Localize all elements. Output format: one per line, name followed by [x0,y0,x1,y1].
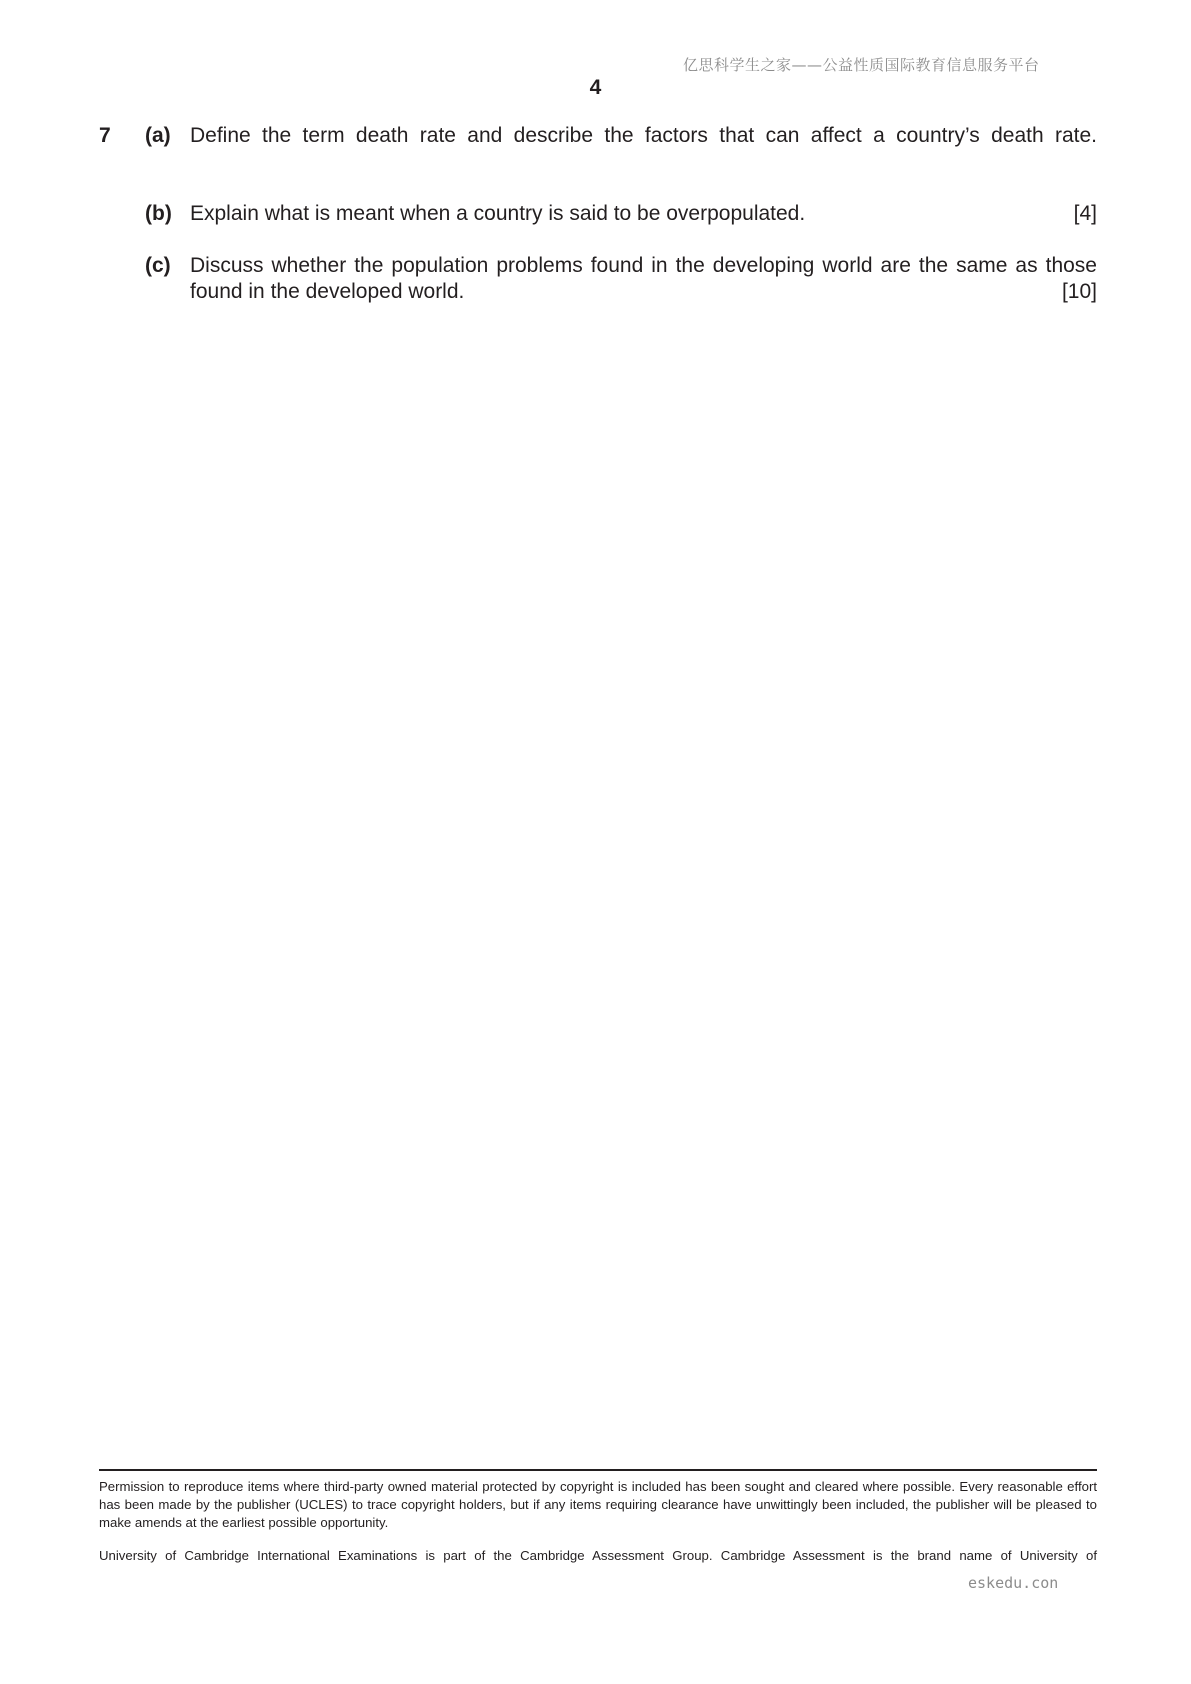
part-text-c: Discuss whether the population problems found in the developing world are the same as those found in the developed world. [190,254,1097,303]
marks-b: [4] [1073,202,1097,225]
page-number: 4 [589,76,602,99]
header-watermark: 亿思科学生之家——公益性质国际教育信息服务平台 [683,56,1040,74]
part-text-b: Explain what is meant when a country is said to be overpopulated. [190,202,806,225]
part-label-a: (a) [145,124,171,147]
part-label-c: (c) [145,254,171,277]
footer-divider [99,1469,1097,1471]
footer-watermark: eskedu.con [968,1574,1059,1592]
marks-c: [10] [1061,280,1097,303]
footer-permission-notice: Permission to reproduce items where third-party owned material protected by copyright is included has been sought and cleared where possible. Every reasonable effort has been made by the publisher (UCLES) to trace copyright holders, but if any items requiring clearance have unwittingly been included, the publisher will be pleased to make amends at the earliest possible opportunity. [99,1479,1097,1530]
question-number: 7 [99,124,111,147]
part-text-a: Define the term death rate and describe the factors that can affect a country’s death rate. [190,124,1097,147]
part-label-b: (b) [145,202,172,225]
footer-ucles-notice: University of Cambridge International Examinations is part of the Cambridge Assessment Group. Cambridge Assessment is the brand name of University of [99,1548,1097,1563]
